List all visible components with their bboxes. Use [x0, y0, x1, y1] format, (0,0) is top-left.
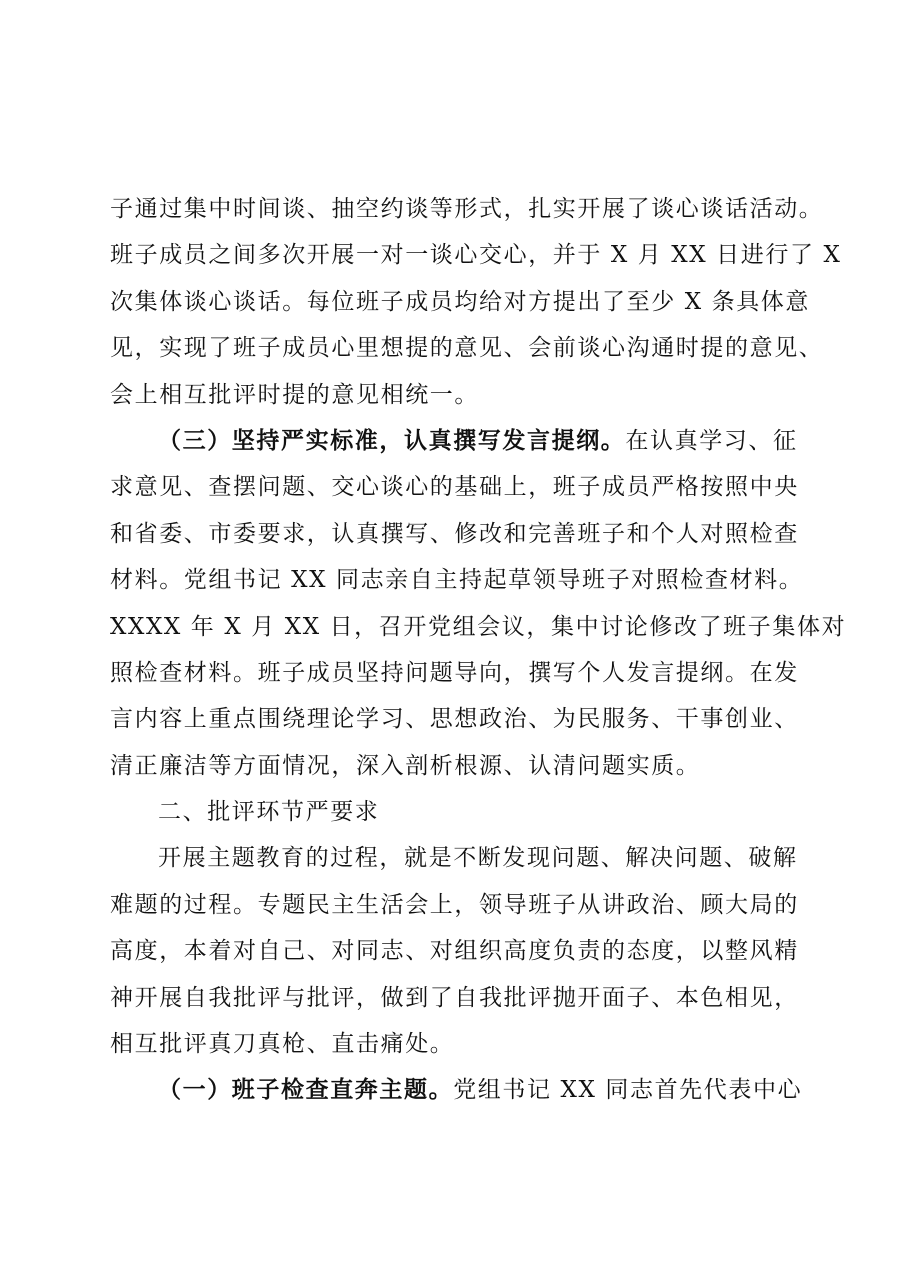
paragraph-line: 高度，本着对自己、对同志、对组织高度负责的态度，以整风精 [110, 938, 799, 965]
paragraph-line: XXXX 年 X 月 XX 日，召开党组会议，集中讨论修改了班子集体对 [110, 613, 847, 640]
section-3-heading: （三）坚持严实标准，认真撰写发言提纲。 [158, 426, 626, 454]
section-3-first-line [110, 418, 815, 464]
paragraph-line: 照检查材料。班子成员坚持问题导向，撰写个人发言提纲。在发 [110, 659, 799, 686]
paragraph-line: 难题的过程。专题民主生活会上，领导班子从讲政治、顾大局的 [110, 891, 799, 918]
paragraph-line: 相互批评真刀真枪、直击痛处。 [110, 1031, 455, 1058]
part-2-title: 二、批评环节严要求 [158, 799, 380, 826]
section-1-heading: （一）班子检查直奔主题。 [158, 1076, 454, 1104]
paragraph-line: 开展主题教育的过程，就是不断发现问题、解决问题、破解 [158, 845, 798, 872]
paragraph-line: 神开展自我批评与批评，做到了自我批评抛开面子、本色相见， [110, 984, 799, 1011]
paragraph-line: 见，实现了班子成员心里想提的意见、会前谈心沟通时提的意见、 [110, 335, 824, 362]
section-1-first-line [110, 1067, 815, 1113]
paragraph-line: 言内容上重点围绕理论学习、思想政治、为民服务、干事创业、 [110, 706, 799, 733]
paragraph-line: 班子成员之间多次开展一对一谈心交心，并于 X 月 XX 日进行了 X [110, 242, 842, 269]
document-body [110, 186, 847, 1114]
paragraph-line: 子通过集中时间谈、抽空约谈等形式，扎实开展了谈心谈话活动。 [110, 196, 824, 222]
section-3-text: 在认真学习、征 [625, 427, 798, 454]
section-1-text: 党组书记 XX 同志首先代表中心 [453, 1077, 803, 1104]
paragraph-line: 和省委、市委要求，认真撰写、修改和完善班子和个人对照检查 [110, 520, 799, 547]
paragraph-line: 次集体谈心谈话。每位班子成员均给对方提出了至少 X 条具体意 [110, 288, 810, 315]
paragraph-line: 清正廉洁等方面情况，深入剖析根源、认清问题实质。 [110, 752, 701, 779]
paragraph-line: 求意见、查摆问题、交心谈心的基础上，班子成员严格按照中央 [110, 474, 799, 501]
paragraph-line: 材料。党组书记 XX 同志亲自主持起草领导班子对照检查材料。 [110, 567, 804, 594]
paragraph-line: 会上相互批评时提的意见相统一。 [110, 381, 479, 408]
